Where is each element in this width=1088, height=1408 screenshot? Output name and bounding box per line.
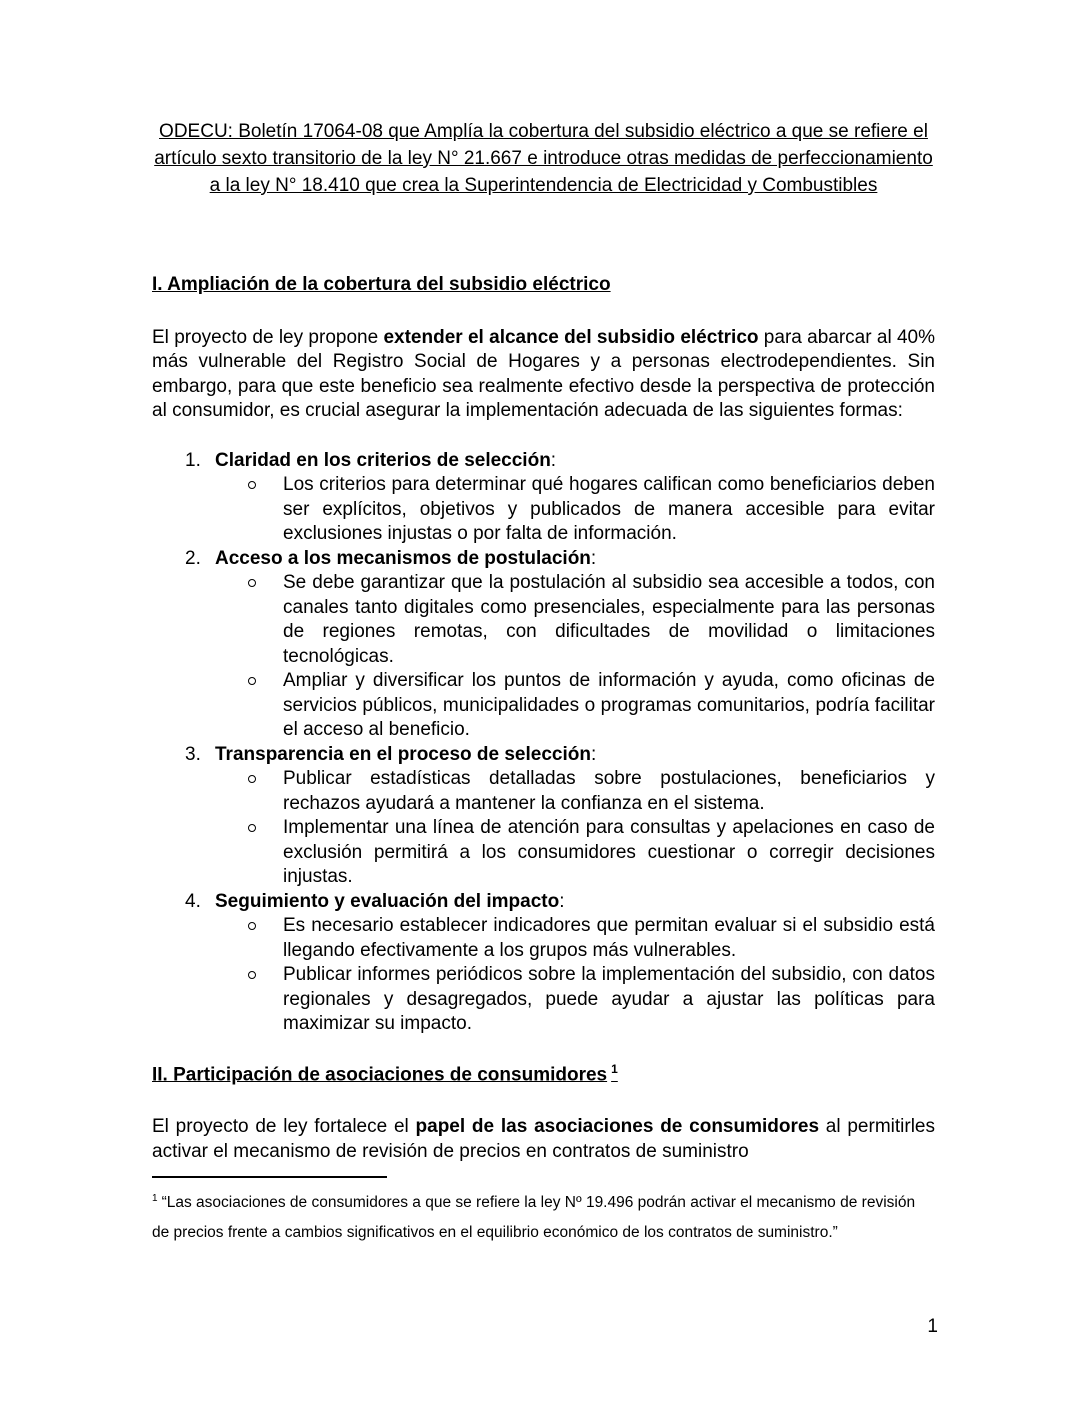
sub-bullet-text: Implementar una línea de atención para consultas y apelaciones en caso de exclusión permitirá a los consumidores cuestionar o corregir decisiones injustas.	[283, 817, 935, 887]
circle-bullet-icon	[248, 922, 256, 930]
sub-bullet	[215, 669, 935, 743]
sub-bullet	[215, 473, 935, 547]
sub-bullet	[215, 963, 935, 1037]
intro-text: El proyecto de ley fortalece el	[152, 1116, 416, 1138]
circle-bullet-icon	[248, 481, 256, 489]
item-label: Seguimiento y evaluación del impacto:	[215, 890, 565, 912]
sub-bullet	[215, 816, 935, 890]
circle-bullet-icon	[248, 824, 256, 832]
list-item-3	[152, 743, 935, 890]
sub-bullet-text: Ampliar y diversificar los puntos de información y ayuda, como oficinas de servicios públicos, municipalidades o programas comunitarios, podría facilitar el acceso al beneficio.	[283, 670, 935, 740]
sub-bullet-text: Se debe garantizar que la postulación al subsidio sea accesible a todos, con canales tanto digitales como presenciales, especialmente para las personas de regiones remotas, con dificultades de movilidad o limitaciones tecnológicas.	[283, 572, 935, 667]
sub-bullet	[215, 914, 935, 963]
item-number: 4.	[185, 890, 201, 912]
section-2-intro	[152, 1115, 935, 1164]
list-item-2	[152, 547, 935, 743]
footnote	[152, 1184, 935, 1248]
list-item-4	[152, 890, 935, 1037]
item-label: Acceso a los mecanismos de postulación:	[215, 547, 597, 569]
circle-bullet-icon	[248, 677, 256, 685]
item-label: Claridad en los criterios de selección:	[215, 449, 557, 471]
sub-bullet-text: Publicar informes periódicos sobre la implementación del subsidio, con datos regionales y desagregados, puede ayudar a ajustar las políticas para maximizar su impacto.	[283, 964, 935, 1034]
intro-bold-text: extender el alcance del subsidio eléctrico	[383, 326, 759, 348]
sub-bullet	[215, 767, 935, 816]
sub-bullet-text: Los criterios para determinar qué hogares califican como beneficiarios deben ser explícitos, objetivos y publicados de manera accesible para evitar exclusiones injustas o por falta de información.	[283, 474, 935, 544]
intro-text: al permitirles activar el mecanismo de revisión de precios en contratos de suministro	[152, 1116, 935, 1162]
intro-text: El proyecto de ley propone	[152, 326, 384, 348]
footnote-reference-superscript: 1	[611, 1061, 618, 1076]
sub-bullet-text: Es necesario establecer indicadores que permitan evaluar si el subsidio está llegando efectivamente a los grupos más vulnerables.	[283, 915, 935, 961]
circle-bullet-icon	[248, 775, 256, 783]
item-number: 2.	[185, 547, 201, 569]
criteria-list	[152, 449, 935, 1037]
list-item-1	[152, 449, 935, 547]
sub-bullet	[215, 571, 935, 669]
page-number: 1	[927, 1316, 938, 1337]
section-1-intro	[152, 326, 935, 424]
footnote-divider	[152, 1176, 387, 1178]
item-label: Transparencia en el proceso de selección:	[215, 743, 597, 765]
page-content	[152, 0, 935, 1248]
intro-bold-text: papel de las asociaciones de consumidores	[415, 1116, 820, 1138]
intro-text: para abarcar al 40% más vulnerable del Registro Social de Hogares y a personas electrodependientes. Sin embargo, para que este beneficio sea realmente efectivo desde la perspectiva de protección al consumidor, es crucial asegurar la implementación adecuada de las siguientes formas:	[152, 326, 935, 421]
circle-bullet-icon	[248, 971, 256, 979]
document-title: ODECU: Boletín 17064-08 que Amplía la cobertura del subsidio eléctrico a que se refiere el artículo sexto transitorio de la ley N° 21.667 e introduce otras medidas de perfeccionamiento a la ley N° 18.410 que crea la Superintendencia de Electricidad y Combustibles	[154, 121, 933, 196]
footnote-number: 1	[152, 1193, 158, 1205]
sub-bullet-text: Publicar estadísticas detalladas sobre postulaciones, beneficiarios y rechazos ayudará a mantener la confianza en el sistema.	[283, 768, 935, 814]
footnote-text: “Las asociaciones de consumidores a que se refiere la ley Nº 19.496 podrán activar el mecanismo de revisión de precios frente a cambios significativos en el equilibrio económico de los contratos de suministro.”	[152, 1194, 916, 1242]
circle-bullet-icon	[248, 579, 256, 587]
section-2-heading: II. Participación de asociaciones de consumidores $^1$	[152, 1061, 618, 1085]
item-number: 3.	[185, 743, 201, 765]
item-number: 1.	[185, 449, 201, 471]
section-1-heading: I. Ampliación de la cobertura del subsidio eléctrico	[152, 274, 611, 295]
